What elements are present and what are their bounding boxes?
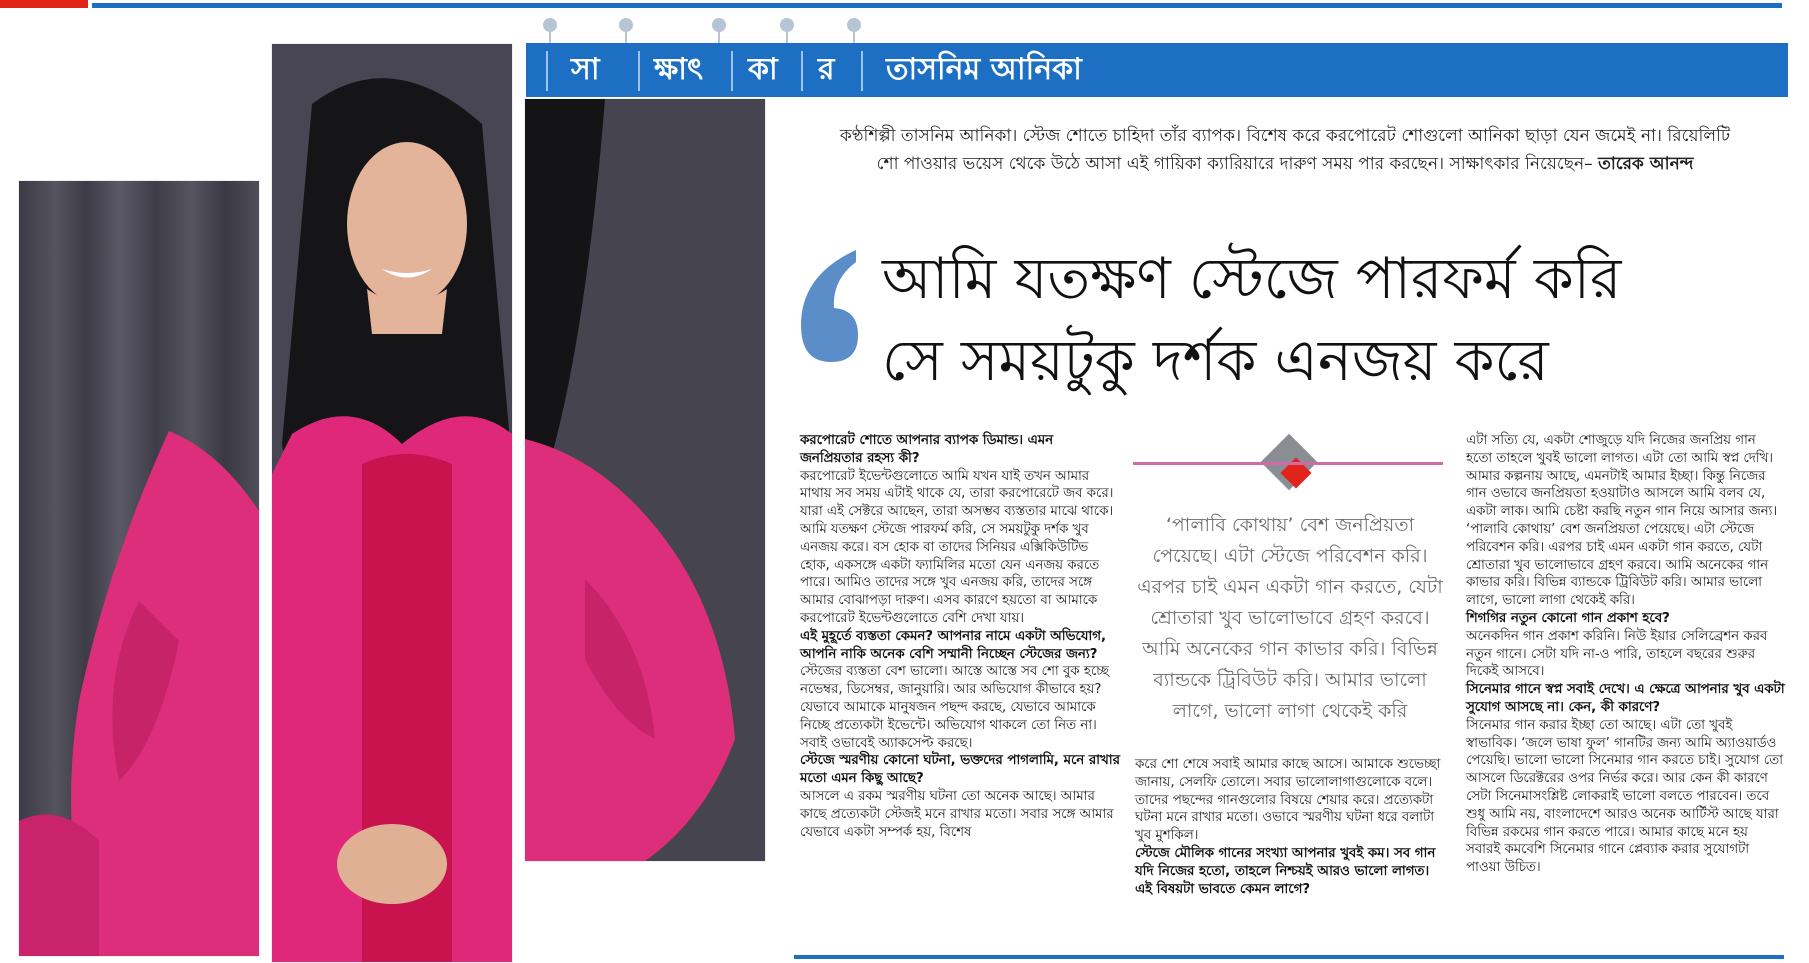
column-2 <box>1135 756 1447 898</box>
photo-center-figure <box>272 44 512 962</box>
answer-3-continued: করে শো শেষে সবাই আমার কাছে আসে। আমাকে শুভেচ্ছা জানায়, সেলফি তোলে। সবার ভালোলাগাগুলোকে বলে। তাদের পছন্দের গানগুলোর বিষয়ে শেয়ার করে। প্রত্যেকটা ঘটনা মনে রাখার মতো। ওভাবে স্মরণীয় ঘটনা ধরে বলাটা খুব মুশকিল। <box>1135 757 1441 844</box>
dot-5 <box>847 18 861 32</box>
header-separator <box>861 51 863 91</box>
answer-4: এটা সত্যি যে, একটা শোজুড়ে যদি নিজের জনপ্রিয় গান হতো তাহলে খুবই ভালো লাগত। এটা তো আমি স্বপ্ন দেখি। আমার কল্পনায় আছে, এমনটাই আমার ইচ্ছা। কিন্তু নিজের গান ওভাবে জনপ্রিয়তা হওয়াটাও আসলে আমি বলব যে, একটা লাক। আমি চেষ্টা করছি নতুন গান নিয়ে আসার জন্য। ‘পালাবি কোথায়’ বেশ জনপ্রিয়তা পেয়েছে। এটা স্টেজে পরিবেশন করি। এরপর চাই এমন একটা গান করতে, যেটা শ্রোতারা খুব ভালোভাবে গ্রহণ করবে। আমি অনেকের গান কাভার করি। বিভিন্ন ব্যান্ডকে ট্রিবিউট করি। আমার ভালো লাগে, ভালো লাগা থেকেই করি। <box>1466 433 1778 609</box>
quote-mark-icon <box>796 250 866 370</box>
headline <box>882 238 1782 402</box>
photo-strip-right <box>524 98 766 862</box>
photo-left-figure <box>19 181 259 956</box>
headline-line-1: আমি যতক্ষণ স্টেজে পারফর্ম করি <box>882 246 1622 312</box>
section-header <box>526 43 1788 97</box>
dot-1 <box>543 18 557 32</box>
answer-6: সিনেমার গান করার ইচ্ছা তো আছে। এটা তো খুবই স্বাভাবিক। ‘জলে ভাষা ফুল’ গানটির জন্য আমি অ্যাওয়ার্ডও পেয়েছি। ভালো ভালো সিনেমার গান করতে চাই। সুযোগ তো আসলে ডিরেক্টরের ওপর নির্ভর করে। আর কেন কী কারণে সেটা সিনেমাসংশ্লিষ্ট লোকরাই ভালো বলতে পারবেন। তবে শুধু আমি নয়, বাংলাদেশে আরও অনেক আর্টিস্ট আছে যারা বিভিন্ন রকমের গান করতে পারে। আমার কাছে মনে হয় সবারই কমবেশি সিনেমার গানে প্লেব্যাক করার সুযোগটা পাওয়া উচিত। <box>1466 717 1783 876</box>
answer-3: আসলে এ রকম স্মরণীয় ঘটনা তো অনেক আছে। আমার কাছে প্রত্যেকটা স্টেজই মনে রাখার মতো। সবার সঙ্গে আমার যেভাবে একটা সম্পর্ক হয়, বিশেষ <box>800 788 1114 840</box>
photo-right-figure <box>525 99 765 861</box>
dot-4 <box>780 18 794 32</box>
header-letter-3: কা <box>748 52 778 87</box>
pull-quote: ‘পালাবি কোথায়’ বেশ জনপ্রিয়তা পেয়েছে। এটা স্টেজে পরিবেশন করি। এরপর চাই এমন একটা গান করতে, যেটা শ্রোতারা খুব ভালোভাবে গ্রহণ করবে। আমি অনেকের গান কাভার করি। বিভিন্ন ব্যান্ডকে ট্রিবিউট করি। আমার ভালো লাগে, ভালো লাগা থেকেই করি <box>1137 514 1443 722</box>
header-separator <box>638 51 640 91</box>
column-1 <box>800 432 1120 841</box>
question-3: স্টেজে স্মরণীয় কোনো ঘটনা, ভক্তদের পাগলামি, মনে রাখার মতো এমন কিছু আছে? <box>800 753 1120 787</box>
answer-5: অনেকদিন গান প্রকাশ করিনি। নিউ ইয়ার সেলিব্রেশন করব নতুন গানে। সেটা যদি না-ও পারি, তাহলে বছরের শুরুর দিকেই আসবে। <box>1466 628 1768 680</box>
intro-text: কণ্ঠশিল্পী তাসনিম আনিকা। স্টেজ শোতে চাহিদা তাঁর ব্যাপক। বিশেষ করে করপোরেট শোগুলো আনিকা ছাড়া যেন জমেই না। রিয়েলিটি শো পাওয়ার ভয়েস থেকে উঠে আসা এই গায়িকা ক্যারিয়ারে দারুণ সময় পার করছেন। সাক্ষাৎকার নিয়েছেন– <box>839 126 1731 174</box>
header-letter-1: সা <box>571 52 600 87</box>
question-6: সিনেমার গানে স্বপ্ন সবাই দেখে। এ ক্ষেত্রে আপনার খুব একটা সুযোগ আসছে না। কেন, কী কারণে? <box>1466 682 1785 715</box>
column-3 <box>1466 432 1786 877</box>
dot-2 <box>619 18 633 32</box>
header-letter-2: ক্ষাৎ <box>654 52 704 87</box>
interviewee-name: তাসনিম আনিকা <box>886 52 1082 87</box>
intro-author: তারেক আনন্দ <box>1598 154 1694 174</box>
header-separator <box>546 51 548 91</box>
headline-line-2: সে সময়টুকু দর্শক এনজয় করে <box>882 328 1549 394</box>
answer-1: করপোরেট ইভেন্টগুলোতে আমি যখন যাই তখন আমার মাথায় সব সময় এটাই থাকে যে, তারা করপোরেটে জব করে। যারা এই সেক্টরে আছেন, তারা অসম্ভব ব্যস্ততার মাঝে থাকে। আমি যতক্ষণ স্টেজে পারফর্ম করি, সে সময়টুকু দর্শক খুব এনজয় করে। বস হোক বা তাদের সিনিয়র এক্সিকিউটিভ হোক, একসঙ্গে একটা ফ্যামিলির মতো যেন এনজয় করতে পারে। আমিও তাদের সঙ্গে খুব এনজয় করি, তাদের সঙ্গে আমার বোঝাপড়া দারুণ। এসব কারণে হয়তো বা আমাকে করপোরেট ইভেন্টগুলোতে বেশি দেখা যায়। <box>800 468 1114 626</box>
intro-paragraph <box>830 122 1740 178</box>
header-letter-4: র <box>818 52 835 87</box>
dot-3 <box>712 18 726 32</box>
question-4: স্টেজে মৌলিক গানের সংখ্যা আপনার খুবই কম। সব গান যদি নিজের হতো, তাহলে নিশ্চয়ই আরও ভালো লাগত। এই বিষয়টা ভাবতে কেমন লাগে? <box>1135 845 1436 897</box>
question-2: এই মুহূর্তে ব্যস্ততা কেমন? আপনার নামে একটা অভিযোগ, আপনি নাকি অনেক বেশি সম্মানী নিচ্ছেন স্টেজের জন্য? <box>800 628 1107 662</box>
top-blue-rule <box>92 3 1782 8</box>
pull-quote-rule <box>1133 462 1443 465</box>
question-1: করপোরেট শোতে আপনার ব্যাপক ডিমান্ড। এমন জনপ্রিয়তার রহস্য কী? <box>800 433 1054 466</box>
answer-2: স্টেজের ব্যস্ততা বেশ ভালো। আস্তে আস্তে সব শো বুক হচ্ছে নভেম্বর, ডিসেম্বর, জানুয়ারি। আর অভিযোগ কীভাবে হয়? যেভাবে আমাকে মানুষজন পছন্দ করছে, যেভাবে আমাকে নিচ্ছে প্রত্যেকটা ইভেন্টে। অভিযোগ থাকলে তো নিত না। সবাই ওভাবেই অ্যাকসেপ্ট করছে। <box>800 664 1109 751</box>
photo-strip-left <box>18 180 260 957</box>
photo-strip-center <box>271 43 513 963</box>
top-red-rule <box>0 0 88 8</box>
bottom-rule <box>794 955 1784 959</box>
header-separator <box>801 51 803 91</box>
question-5: শিগগির নতুন কোনো গান প্রকাশ হবে? <box>1466 610 1670 626</box>
header-separator <box>731 51 733 91</box>
